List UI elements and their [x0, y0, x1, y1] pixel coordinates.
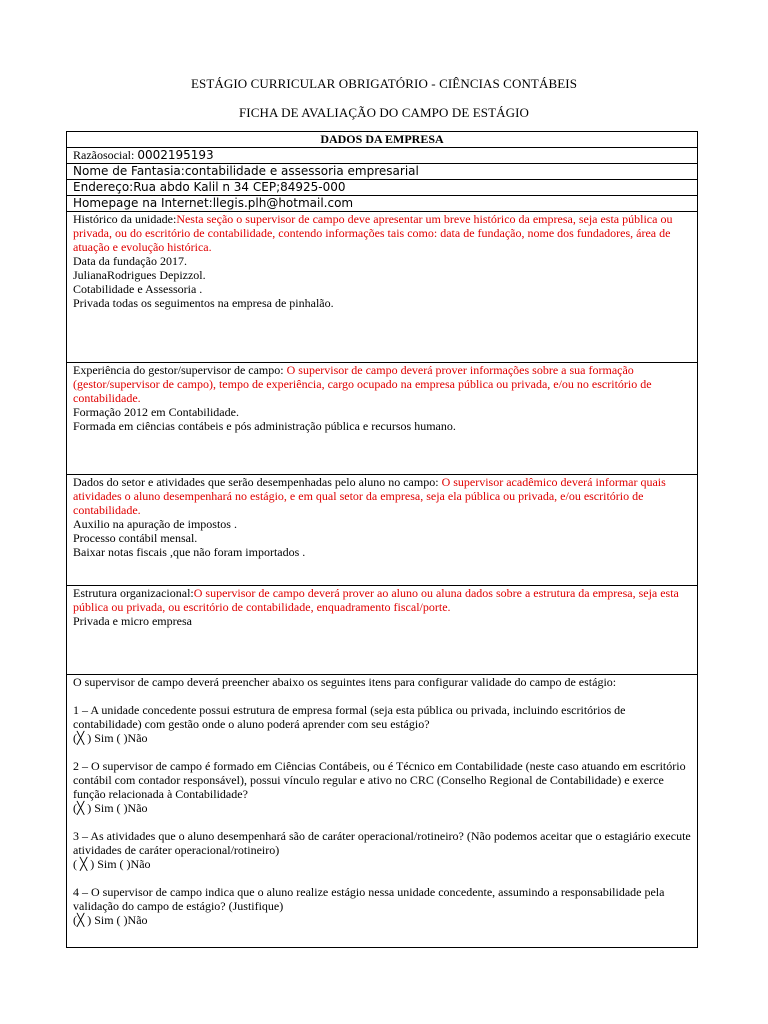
- question-1: 1 – A unidade concedente possui estrutura de empresa formal (seja esta pública ou privada, incluindo escritórios de contabilidade) com gestão onde o aluno poderá aprender com seu estágio?: [73, 703, 626, 731]
- historico-answer: Privada todas os seguimentos na empresa de pinhalão.: [73, 296, 334, 310]
- validacao-intro: O supervisor de campo deverá preencher abaixo os seguintes itens para configurar validade do campo de estágio:: [73, 675, 617, 689]
- setor-cell: [67, 475, 698, 586]
- experiencia-cell: [67, 363, 698, 475]
- answer-3-checkbox[interactable]: ( ╳ ) Sim ( )Não: [73, 857, 151, 871]
- endereco-row: Endereço:Rua abdo Kalil n 34 CEP;84925-000: [67, 180, 698, 196]
- experiencia-instruction: O supervisor de campo deverá prover informações sobre a sua formação (gestor/supervisor de campo), tempo de experiência, cargo ocupado na empresa pública ou privada, e/ou no escritório de contabilidade.: [73, 363, 652, 405]
- setor-answer: Processo contábil mensal.: [73, 531, 198, 545]
- razao-social-label: Razãosocial:: [73, 148, 138, 162]
- estrutura-answer: Privada e micro empresa: [73, 614, 192, 628]
- answer-1-checkbox[interactable]: (╳ ) Sim ( )Não: [73, 731, 148, 745]
- setor-label: Dados do setor e atividades que serão desempenhadas pelo aluno no campo:: [73, 475, 442, 489]
- razao-social-value: 0002195193: [137, 148, 214, 162]
- validacao-cell: [67, 675, 698, 948]
- historico-label: Histórico da unidade:: [73, 212, 177, 226]
- answer-4-checkbox[interactable]: (╳ ) Sim ( )Não: [73, 913, 148, 927]
- homepage-row: Homepage na Internet:llegis.plh@hotmail.com: [67, 196, 698, 212]
- setor-instruction: O supervisor acadêmico deverá informar quais atividades o aluno desempenhará no estágio, e em qual setor da empresa, seja ela pública ou privada, e/ou escritório de contabilidade.: [73, 475, 666, 517]
- nome-fantasia-row: Nome de Fantasia:contabilidade e assessoria empresarial: [67, 164, 698, 180]
- historico-cell: [67, 212, 698, 363]
- setor-answer: Baixar notas fiscais ,que não foram importados .: [73, 545, 306, 559]
- experiencia-label: Experiência do gestor/supervisor de campo:: [73, 363, 287, 377]
- historico-answer: Data da fundação 2017.: [73, 254, 187, 268]
- razao-social-row: [67, 148, 698, 164]
- estrutura-cell: [67, 586, 698, 675]
- historico-answer: JulianaRodrigues Depizzol.: [73, 268, 206, 282]
- question-4: 4 – O supervisor de campo indica que o aluno realize estágio nessa unidade concedente, assumindo a responsabilidade pela validação do campo de estágio? (Justifique): [73, 885, 665, 913]
- historico-instruction: Nesta seção o supervisor de campo deve apresentar um breve histórico da empresa, seja esta pública ou privada, ou do escritório de contabilidade, contendo informações tais como: data de fundação, nome dos fundadores, área de atuação e evolução histórica.: [73, 212, 673, 254]
- answer-2-checkbox[interactable]: (╳ ) Sim ( )Não: [73, 801, 148, 815]
- question-3: 3 – As atividades que o aluno desempenhará são de caráter operacional/rotineiro? (Não podemos aceitar que o estagiário execute atividades de caráter operacional/rotineiro): [73, 829, 691, 857]
- section-title: DADOS DA EMPRESA: [67, 132, 698, 148]
- question-2: 2 – O supervisor de campo é formado em Ciências Contábeis, ou é Técnico em Contabilidade (neste caso atuando em escritório contábil com contador responsável), possui vínculo regular e ativo no CRC (Conselho Regional de Contabilidade) e exerce função relacionada à Contabilidade?: [73, 759, 686, 801]
- setor-answer: Auxilio na apuração de impostos .: [73, 517, 237, 531]
- estrutura-label: Estrutura organizacional:: [73, 586, 194, 600]
- document-title: ESTÁGIO CURRICULAR OBRIGATÓRIO - CIÊNCIAS CONTÁBEIS: [190, 76, 578, 91]
- experiencia-answer: Formação 2012 em Contabilidade.: [73, 405, 239, 419]
- company-data-table: [66, 131, 698, 948]
- experiencia-answer: Formada em ciências contábeis e pós administração pública e recursos humano.: [73, 419, 456, 433]
- form-title: FICHA DE AVALIAÇÃO DO CAMPO DE ESTÁGIO: [238, 105, 530, 120]
- estrutura-instruction: O supervisor de campo deverá prover ao aluno ou aluna dados sobre a estrutura da empresa, seja esta pública ou privada, ou escritório de contabilidade, enquadramento fiscal/porte.: [73, 586, 679, 614]
- historico-answer: Cotabilidade e Assessoria .: [73, 282, 203, 296]
